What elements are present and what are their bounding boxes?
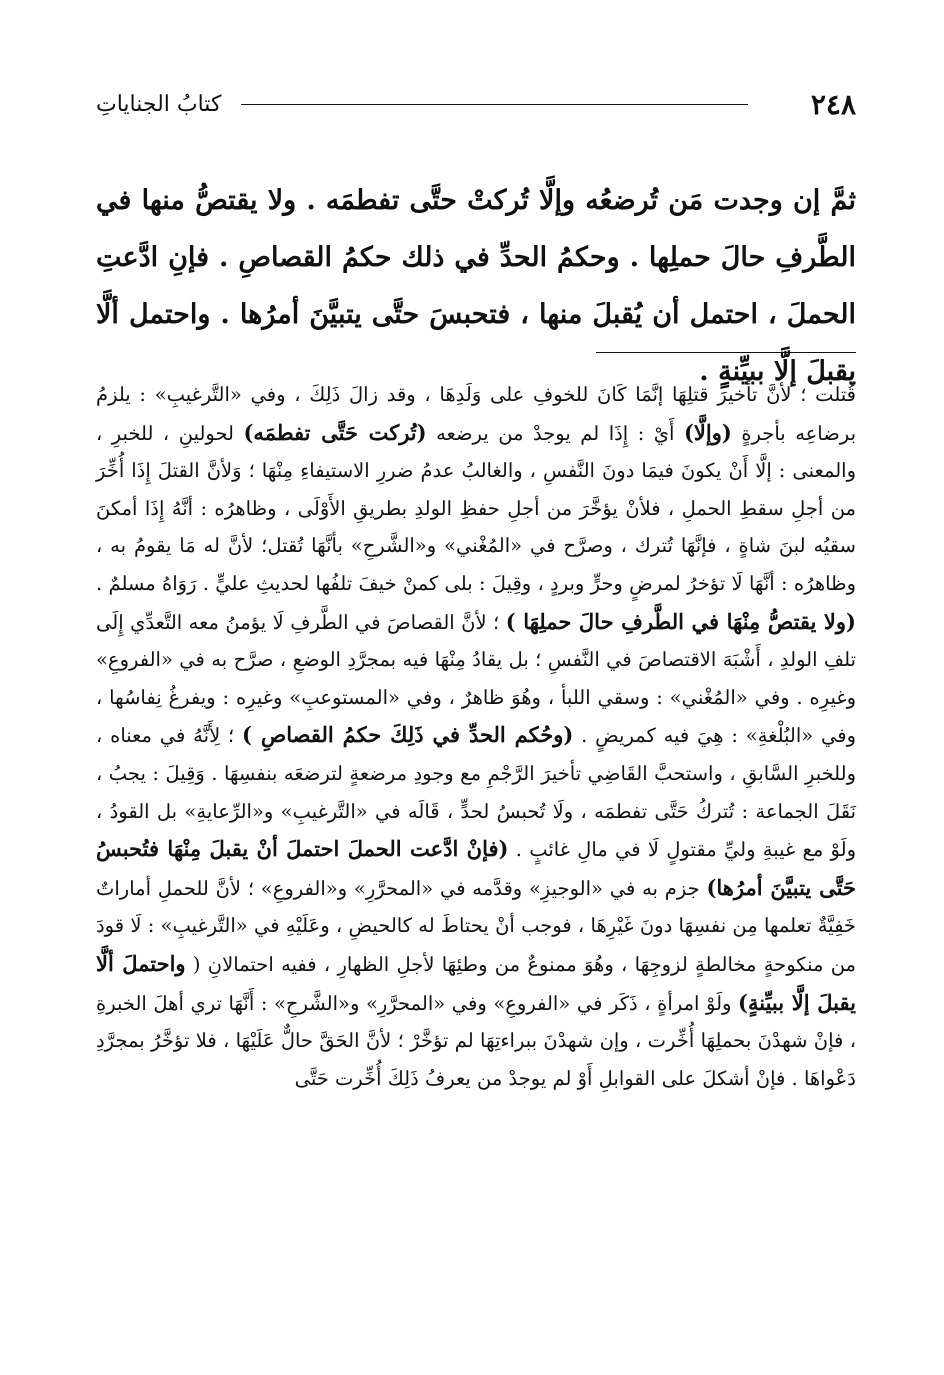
- footnote-separator: [596, 352, 856, 353]
- running-header: [96, 84, 856, 124]
- commentary-segment: ؛ لِأَنَّهُ في معناه ، وللخبرِ السَّابقِ ، واستحبَّ القَاضِي تأخيرَ الرَّجْمِ مع وجودِ مرضعةٍ لترضعَه بنفسِهَا . وَقِيلَ : يجبُ ، نَقَلَ الجماعة : تُتركُ حَتَّى تفطمَه ، ولَا تُحبسُ لحدٍّ ، قَالَه في «التَّرغيبِ» و«الرِّعايةِ» بل القودُ ، ولَوْ مع غيبةِ وليِّ مقتولٍ لَا في مالِ غائبٍ .: [96, 724, 856, 862]
- commentary-matn-quote: (وإلَّا): [683, 419, 732, 445]
- commentary-segment: أَيْ : إِذَا لم يوجدْ من يرضعه: [426, 421, 684, 445]
- commentary-matn-quote: (وحُكم الحدِّ في ذَلِكَ حكمُ القصاصِ ): [242, 722, 574, 748]
- commentary-segment: ولَوْ امرأةٍ ، ذَكَر في «الفروعِ» وفي «المحرَّرِ» و«الشَّرحِ» : أَنَّهَا تري أهلَ الخبرةِ ، فإنْ شهدْنَ بحملِهَا أُخِّرت ، وإن شهدْنَ ببراءتِهَا لم تؤخَّرْ ؛ لأنَّ الحَقَّ حالٌّ عَلَيْهَا ، فلا تؤخَّرُ بمجرَّدِ دَعْواهَا . فإنْ أشكلَ على القوابلِ أَوْ لم يوجدْ من يعرفُ ذَلِكَ أُخِّرت حَتَّى: [96, 991, 856, 1090]
- commentary-segment: لحولينِ ، للخبرِ ، والمعنى : إلَّا أَنْ يكونَ فيمَا دونَ النَّفسِ ، والغالبُ عدمُ ضررِ الاستيفاءِ مِنْهَا ؛ وَلأنَّ القتلَ إِذَا أُخِّرَ من أجلِ سقطِ الحملِ ، فلأنْ يؤخَّرَ من أجلِ حفظِ الولدِ بطريقِ الأَوْلَى ، وظاهرُه : أنَّهُ إِذَا أمكنَ سقيُه لبنَ شاةٍ ، فإنَّهَا تُترك ، وصرَّح في «المُغْني» و«الشَّرحِ» بأنَّهَا تُقتل؛ لأنَّ له مَا يقومُ به ، وظاهرُه : أنَّهَا لَا تؤخرُ لمرضٍ وحرٍّ وبردٍ ، وقِيلَ : بلى كمنْ خيفَ تلفُها لحديثِ عليٍّ . رَوَاهُ مسلمٌ .: [96, 421, 856, 595]
- commentary-matn-quote: (ولا يقتصُّ مِنْهَا في الطَّرفِ حالَ حملِهَا ): [505, 608, 856, 634]
- matn-text: ثمَّ إن وجدت مَن تُرضعُه وإلَّا تُركتْ حتَّى تفطمَه . ولا يقتصُّ منها في الطَّرفِ حالَ حملِها . وحكمُ الحدِّ في ذلك حكمُ القصاصِ . فإنِ ادَّعتِ الحملَ ، احتمل أن يُقبلَ منها ، فتحبسَ حتَّى يتبيَّنَ أمرُها . واحتمل ألَّا يقبلَ إلَّا ببيِّنةٍ .: [96, 185, 856, 387]
- header-rule: [241, 104, 748, 105]
- commentary-segment: جزم به في «الوجيزِ» وقدَّمه في «المحرَّرِ» و«الفروعِ» ؛ لأنَّ للحملِ أماراتٌ خَفِيَّةٌ تعلمها مِن نفسِهَا دونَ غَيْرِهَا ، فوجب أنْ يحتاطَ له كالحيضِ ، وعَلَيْهِ في «التَّرغيبِ» : لَا قودَ من منكوحةٍ مخالطةٍ لزوجِهَا ، وهُوَ ممنوعٌ من وطئِهَا لأجلِ الظهارِ ، ففيه احتمالانِ (: [96, 876, 856, 976]
- commentary-matn-quote: (تُركت حَتَّى تفطمَه): [243, 419, 427, 445]
- commentary-matn-quote: (فإنْ ادَّعت الحملَ احتملَ أنْ يقبلَ مِنْهَا فتُحبسُ حَتَّى يتبيَّنَ أمرُها): [96, 836, 856, 900]
- commentary-segment: قُتلت ؛ لأنَّ تأخيرَ قتلِهَا إنَّمَا كَانَ للخوفِ على وَلَدِهَا ، وقد زالَ ذَلِكَ ، وفي «التَّرغيبِ» : يلزمُ برضاعِه بأجرةٍ: [96, 383, 856, 445]
- commentary-text: [96, 376, 856, 1097]
- book-title: كتابُ الجناياتِ: [96, 91, 222, 117]
- page-number: ٢٤٨: [810, 87, 856, 121]
- commentary-segment: ؛ لأنَّ القصاصَ في الطَّرفِ لَا يؤمنُ معه التَّعدِّي إِلَى تلفِ الولدِ ، أَشْبَهَ الاقتصاصَ في النَّفسِ ؛ بل يقادُ مِنْهَا فيه بمجرَّدِ الوضعِ ، صرَّح به في «الفروعِ» وغيرِه . وفي «المُغْني» : وسقي اللبأ ، وهُوَ ظاهرٌ ، وفي «المستوعبِ» وغيرِه : ويفرغُ نِفاسُها ، وفي «البُلْغةِ» : هِيَ فيه كمريضٍ .: [96, 610, 857, 748]
- commentary-matn-quote: واحتملَ ألَّا يقبلَ إلَّا ببيِّنةٍ): [96, 950, 856, 1015]
